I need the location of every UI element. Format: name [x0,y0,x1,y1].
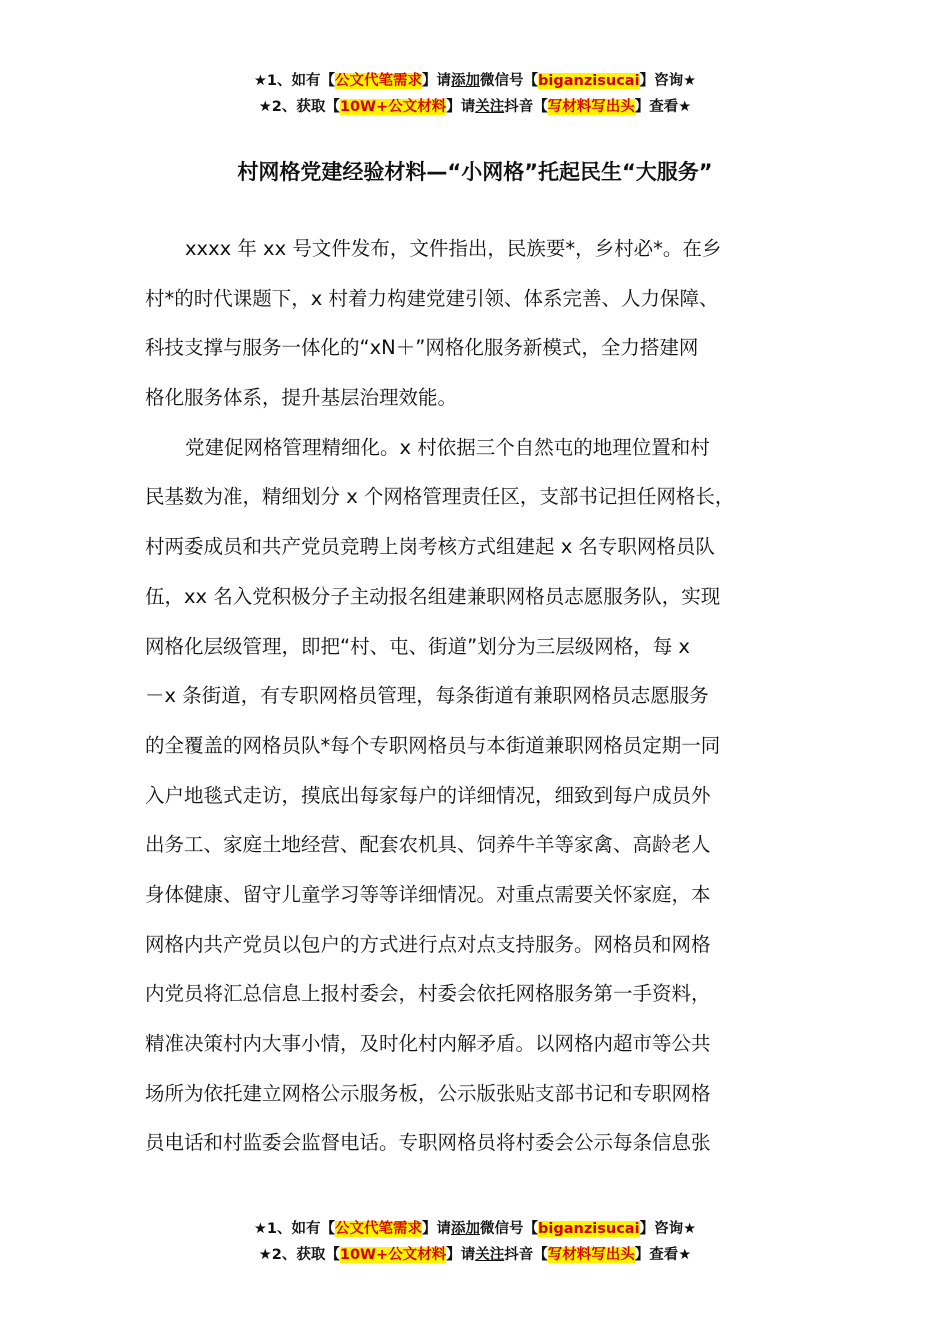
body-line: 的全覆盖的网格员队*每个专职网格员与本街道兼职网格员定期一同 [145,733,721,757]
promo-line-1: ★1、如有【公文代笔需求】请添加微信号【biganzisucai】咨询★ [253,1221,697,1237]
body-line: 精准决策村内大事小情，及时化村内解矛盾。以网格内超市等公共 [145,1032,711,1055]
body-line: 村两委成员和共产党员竞聘上岗考核方式组建起 x 名专职网格员队 [145,535,715,559]
highlight-service: 公文代笔需求 [335,73,423,89]
body-line: 网格化层级管理，即把“村、屯、街道”划分为三层级网格，每 x [145,634,690,658]
body-line: 科技支撑与服务一体化的“xN＋”网格化服务新模式，全力搭建网 [145,336,699,360]
header-promo-banner [0,68,950,120]
body-line: 格化服务体系，提升基层治理效能。 [145,386,458,410]
footer-promo-banner [0,1216,950,1268]
highlight-douyin-id: 写材料写出头 [547,1247,635,1263]
document-body [145,224,805,1168]
body-line: 村*的时代课题下，x 村着力构建党建引领、体系完善、人力保障、 [145,286,719,310]
body-line: 内党员将汇总信息上报村委会，村委会依托网格服务第一手资料， [145,982,711,1006]
document-title: 村网格党建经验材料—“小网格”托起民生“大服务” [237,160,713,184]
promo-line-2: ★2、获取【10W+公文材料】请关注抖音【写材料写出头】查看★ [258,1247,692,1263]
body-line: 出务工、家庭土地经营、配套农机具、饲养牛羊等家禽、高龄老人 [145,833,711,857]
body-line: 入户地毯式走访，摸底出每家每户的详细情况，细致到每户成员外 [145,783,711,807]
highlight-douyin-id: 写材料写出头 [547,99,635,115]
body-line: xxxx 年 xx 号文件发布，文件指出，民族要*，乡村必*。在乡 [185,237,722,260]
highlight-materials: 10W+公文材料 [339,1247,447,1263]
body-line: 身体健康、留守儿童学习等等详细情况。对重点需要关怀家庭，本 [145,882,711,906]
body-line: 伍，xx 名入党积极分子主动报名组建兼职网格员志愿服务队，实现 [145,584,721,608]
body-line: 员电话和村监委会监督电话。专职网格员将村委会公示每条信息张 [145,1131,711,1155]
highlight-wechat-id: biganzisucai [538,1221,640,1237]
promo-line-2: ★2、获取【10W+公文材料】请关注抖音【写材料写出头】查看★ [258,99,692,115]
body-line: 场所为依托建立网格公示服务板，公示版张贴支部书记和专职网格 [145,1081,711,1105]
highlight-service: 公文代笔需求 [335,1221,423,1237]
promo-line-1: ★1、如有【公文代笔需求】请添加微信号【biganzisucai】咨询★ [253,73,697,89]
body-line: 党建促网格管理精细化。x 村依据三个自然屯的地理位置和村 [185,435,710,459]
body-line: 网格内共产党员以包户的方式进行点对点支持服务。网格员和网格 [145,932,711,956]
highlight-wechat-id: biganzisucai [538,73,640,89]
highlight-materials: 10W+公文材料 [339,99,447,115]
body-line: 民基数为准，精细划分 x 个网格管理责任区，支部书记担任网格长， [145,485,735,509]
body-line: －x 条街道，有专职网格员管理，每条街道有兼职网格员志愿服务 [145,684,709,708]
